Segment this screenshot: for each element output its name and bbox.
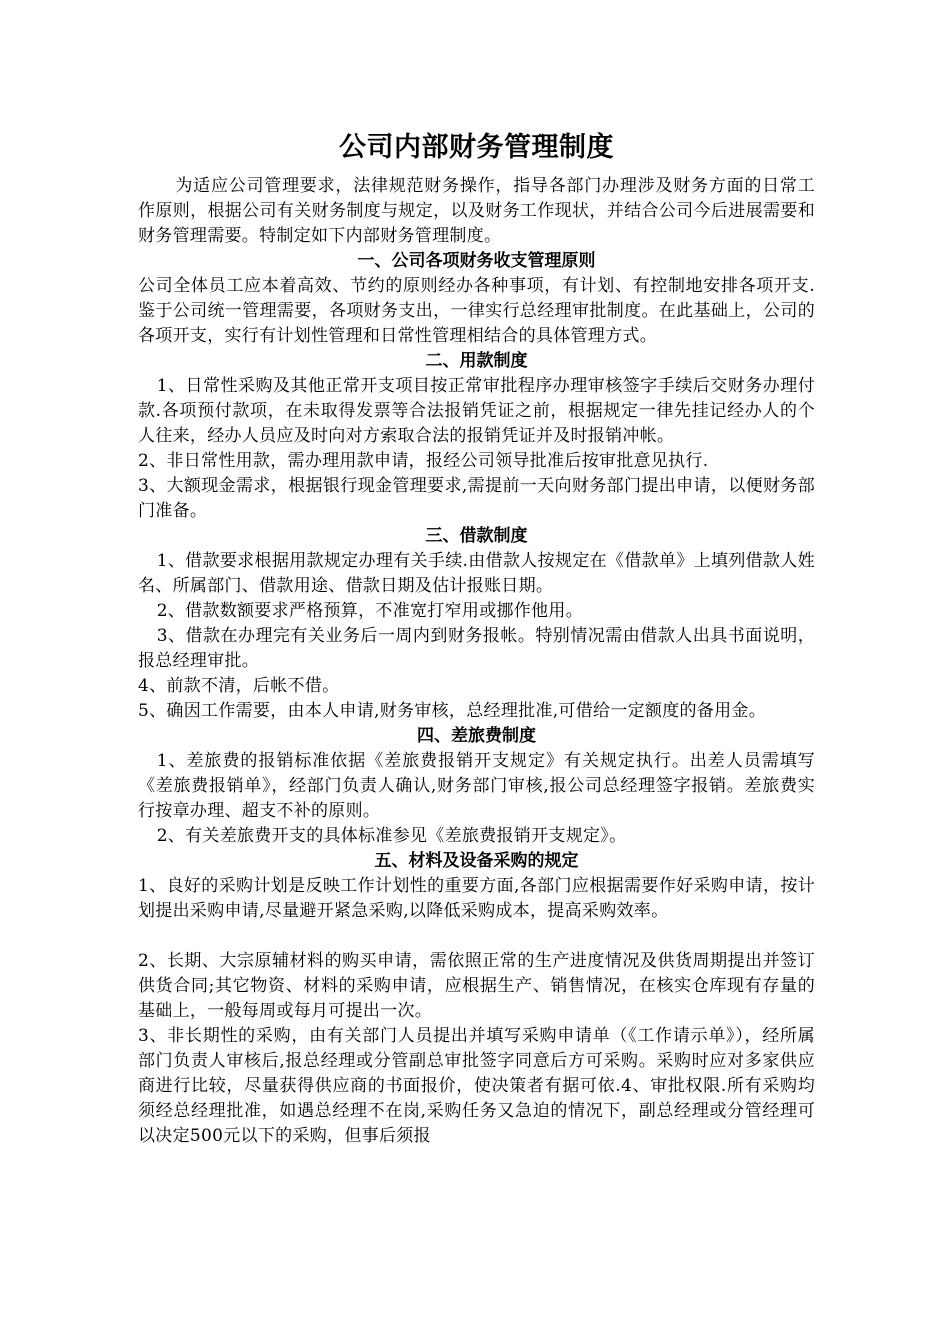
section-2 [138, 349, 815, 524]
section-paragraph: 3、非长期性的采购，由有关部门人员提出并填写采购申请单（《工作请示单》），经所属部门负责人审核后,报总经理或分管副总审批签字同意后方可采购。采购时应对多家供应商进行比较，尽量获得供应商的书面报价，使决策者有据可依.4、审批权限.所有采购均须经总经理批准，如遇总经理不在岗,采购任务又急迫的情况下，副总经理或分管经理可以决定500元以下的采购，但事后须报 [138, 1026, 815, 1146]
section-paragraph: 4、前款不清，后帐不借。 [138, 676, 340, 696]
section-4 [138, 724, 815, 849]
section-heading: 五、材料及设备采购的规定 [374, 851, 579, 871]
section-paragraph: 1、良好的采购计划是反映工作计划性的重要方面,各部门应根据需要作好采购申请，按计划提出采购申请,尽量避开紧急采购,以降低采购成本，提高采购效率。 [138, 876, 815, 921]
section-paragraph: 1、差旅费的报销标准依据《差旅费报销开支规定》有关规定执行。出差人员需填写《差旅费报销单》，经部门负责人确认,财务部门审核,报公司总经理签字报销。差旅费实行按章办理、超支不补的原则。 [138, 751, 815, 821]
section-1 [138, 249, 815, 349]
document-page [138, 128, 815, 1149]
section-heading: 三、借款制度 [425, 526, 528, 546]
section-3 [138, 524, 815, 724]
section-heading: 二、用款制度 [425, 351, 528, 371]
section-paragraph: 2、长期、大宗原辅材料的购买申请，需依照正常的生产进度情况及供货周期提出并签订供货合同;其它物资、材料的采购申请，应根据生产、销售情况，在核实仓库现有存量的基础上，一般每周或每月可提出一次。 [138, 951, 815, 1021]
intro-paragraph: 为适应公司管理要求，法律规范财务操作，指导各部门办理涉及财务方面的日常工作原则，根据公司有关财务制度与规定，以及财务工作现状，并结合公司今后进展需要和财务管理需要。特制定如下内部财务管理制度。 [138, 176, 815, 246]
section-paragraph: 3、大额现金需求，根据银行现金管理要求,需提前一天向财务部门提出申请，以便财务部门准备。 [138, 476, 815, 521]
section-paragraph: 公司全体员工应本着高效、节约的原则经办各种事项，有计划、有控制地安排各项开支.鉴于公司统一管理需要，各项财务支出，一律实行总经理审批制度。在此基础上，公司的各项开支，实行有计划性管理和日常性管理相结合的具体管理方式。 [138, 276, 815, 346]
section-paragraph: 2、有关差旅费开支的具体标准参见《差旅费报销开支规定》。 [156, 826, 627, 846]
section-paragraph: 3、借款在办理完有关业务后一周内到财务报帐。特别情况需由借款人出具书面说明，报总经理审批。 [138, 626, 815, 671]
section-paragraph: 5、确因工作需要，由本人申请,财务审核，总经理批准,可借给一定额度的备用金。 [138, 701, 767, 721]
section-paragraph: 1、借款要求根据用款规定办理有关手续.由借款人按规定在《借款单》上填列借款人姓名、所属部门、借款用途、借款日期及估计报账日期。 [138, 551, 815, 596]
blank-line [138, 924, 815, 949]
section-paragraph: 1、日常性采购及其他正常开支项目按正常审批程序办理审核签字手续后交财务办理付款.各项预付款项，在未取得发票等合法报销凭证之前，根据规定一律先挂记经办人的个人往来，经办人员应及时向对方索取合法的报销凭证并及时报销冲帐。 [138, 376, 815, 446]
section-paragraph: 2、非日常性用款，需办理用款申请，报经公司领导批准后按审批意见执行. [138, 451, 709, 471]
section-heading: 一、公司各项财务收支管理原则 [357, 251, 596, 271]
document-title: 公司内部财务管理制度 [339, 132, 614, 163]
section-5 [138, 849, 815, 1149]
section-heading: 四、差旅费制度 [417, 726, 536, 746]
section-paragraph: 2、借款数额要求严格预算，不准宽打窄用或挪作他用。 [156, 601, 584, 621]
